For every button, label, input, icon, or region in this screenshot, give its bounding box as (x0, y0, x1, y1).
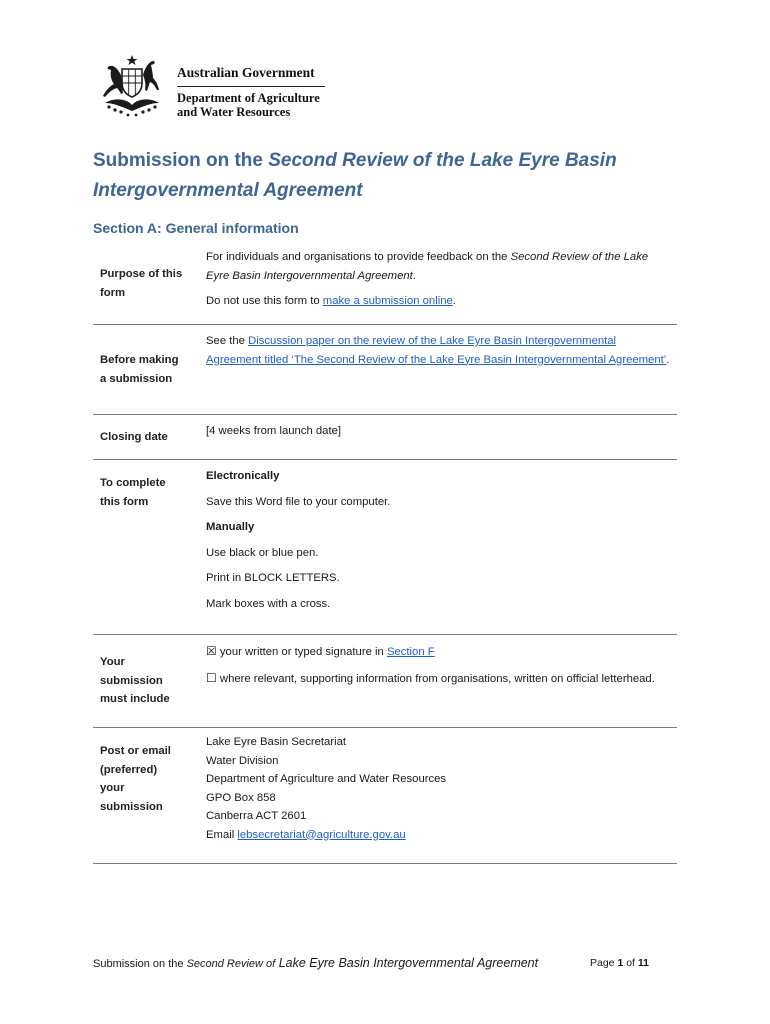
page-title (93, 146, 693, 206)
purpose-text (206, 248, 671, 285)
text: Submission on the (93, 958, 187, 970)
include-item-signature (206, 642, 671, 662)
section-heading: Section A: General information (93, 220, 299, 236)
table-row (93, 635, 677, 728)
label-line: your (100, 782, 125, 794)
table-row (93, 415, 677, 460)
text: Page (590, 957, 618, 969)
label-line: form (100, 286, 126, 299)
label-line: a submission (100, 372, 173, 385)
table-row (93, 460, 677, 635)
label-line: must include (100, 693, 170, 706)
text: . (452, 295, 456, 307)
closing-date-value: [4 weeks from launch date] (206, 425, 342, 437)
department-line-2: and Water Resources (177, 105, 291, 119)
email-line (206, 826, 671, 845)
discussion-paper-text (206, 332, 671, 369)
electronically-heading: Electronically (206, 470, 280, 482)
table-row (93, 728, 677, 864)
row-content-purpose (203, 243, 677, 325)
italic-text: Second Review of (186, 958, 276, 970)
address-line: GPO Box 858 (206, 791, 276, 804)
section-f-link[interactable]: Section F (386, 646, 435, 658)
text: Do not use this form to (206, 295, 323, 307)
footer-title (93, 956, 538, 970)
row-content-closing (203, 415, 677, 460)
label-line: submission (100, 674, 163, 687)
general-information-table (93, 243, 677, 864)
row-content-post (203, 728, 677, 864)
title-italic-2: Intergovernmental Agreement (93, 180, 363, 201)
checked-box-icon[interactable]: ☒ (206, 644, 217, 658)
row-content-include (203, 635, 677, 728)
row-label-closing: Closing date (100, 430, 168, 443)
government-logo (95, 53, 335, 119)
manual-instruction: Print in BLOCK LETTERS. (206, 572, 340, 584)
text: See the (206, 335, 249, 347)
department-line-1: Department of Agriculture (177, 91, 320, 105)
include-item-supporting (206, 669, 671, 689)
text: For individuals and organisations to provide feedback on the (206, 251, 511, 263)
label-line: To complete (100, 477, 166, 489)
row-content-before (203, 325, 677, 415)
row-label-before (93, 325, 203, 415)
current-page: 1 (617, 957, 624, 969)
address-line: Lake Eyre Basin Secretariat (206, 736, 347, 748)
address-line: Canberra ACT 2601 (206, 810, 307, 822)
row-label-complete (93, 460, 203, 635)
text: . (412, 269, 416, 282)
electronically-instruction: Save this Word file to your computer. (206, 495, 391, 508)
text: Email (206, 828, 238, 841)
page-number (590, 957, 649, 969)
discussion-paper-link[interactable]: Discussion paper on the review of the Lake Eyre Basin Intergovernmental Agreement titled ‘The Second Review of the Lake Eyre Basin Intergovernmental Agreement’ (206, 335, 667, 366)
address-line: Water Division (206, 754, 279, 767)
text: where relevant, supporting information from organisations, written on official letterhead. (216, 672, 655, 685)
italic-text: Lake Eyre Basin Intergovernmental Agreement (275, 956, 539, 970)
label-line: this form (100, 495, 149, 508)
text: of (623, 957, 638, 969)
logo-divider (177, 86, 325, 87)
row-content-complete (203, 460, 677, 635)
total-pages: 11 (637, 957, 649, 969)
manual-instruction: Mark boxes with a cross. (206, 597, 331, 610)
title-text: Submission on the (93, 150, 269, 171)
manual-instruction: Use black or blue pen. (206, 546, 319, 559)
row-label-include (93, 635, 203, 728)
table-row (93, 325, 677, 415)
government-name: Australian Government (177, 65, 315, 80)
coat-of-arms-icon (95, 53, 169, 119)
label-line: Post or email (100, 745, 171, 757)
label-line: Before making (100, 354, 179, 366)
email-link[interactable]: lebsecretariat@agriculture.gov.au (237, 828, 406, 841)
label-line: Your (100, 656, 125, 669)
manually-heading: Manually (206, 521, 255, 533)
text: . (666, 353, 670, 366)
address-line: Department of Agriculture and Water Resources (206, 773, 447, 785)
title-italic-1: Second Review of the Lake Eyre Basin (268, 150, 617, 171)
row-label-purpose (93, 243, 203, 325)
unchecked-box-icon[interactable]: ☐ (206, 670, 217, 685)
row-label-post (93, 728, 203, 864)
italic-text: Second Review of the Lake Eyre Basin Intergovernmental Agreement (206, 251, 649, 282)
text: your written or typed signature in (216, 646, 387, 658)
table-row (93, 243, 677, 325)
submission-online-link[interactable]: make a submission online (322, 295, 453, 307)
label-line: (preferred) (100, 763, 158, 776)
label-line: submission (100, 800, 163, 813)
online-note (206, 292, 671, 311)
label-line: Purpose of this (100, 268, 183, 280)
